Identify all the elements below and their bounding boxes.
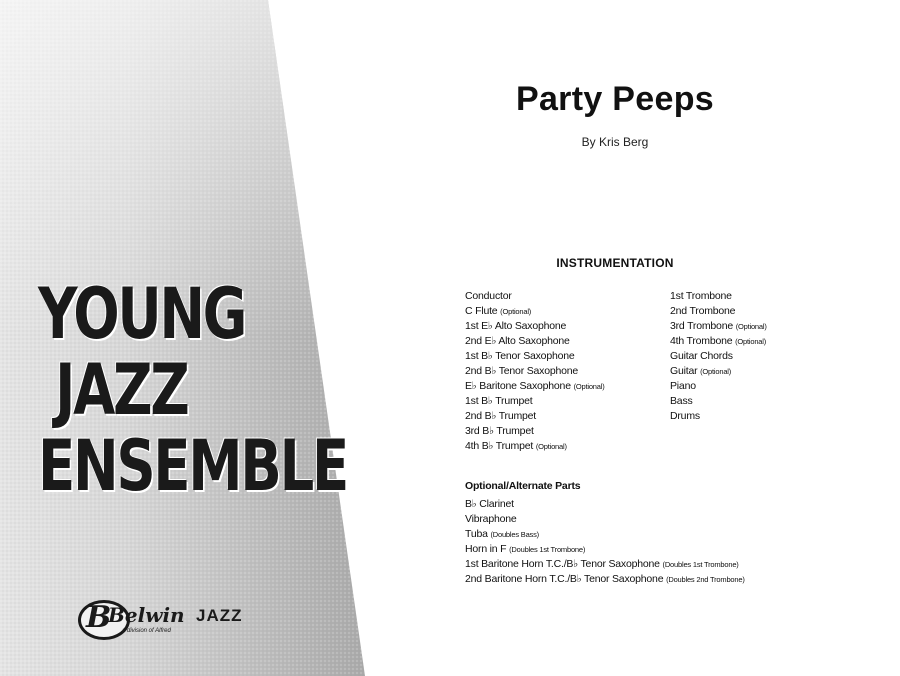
part-note: (Optional) bbox=[573, 382, 605, 391]
part-name: 2nd E♭ Alto Saxophone bbox=[465, 335, 570, 347]
part-note: (Optional) bbox=[535, 442, 567, 451]
part-name: Drums bbox=[670, 410, 700, 422]
series-title-line-1: YOUNG bbox=[38, 273, 246, 355]
part-item bbox=[670, 334, 767, 349]
part-name: 1st B♭ Trumpet bbox=[465, 395, 533, 407]
logo-initial: B bbox=[86, 600, 112, 635]
part-name: 3rd B♭ Trumpet bbox=[465, 425, 534, 437]
part-name: 4th Trombone bbox=[670, 335, 733, 347]
part-item bbox=[465, 572, 745, 587]
part-item bbox=[465, 379, 605, 394]
part-item bbox=[670, 379, 767, 394]
part-item bbox=[465, 304, 605, 319]
instrumentation-heading: INSTRUMENTATION bbox=[556, 256, 674, 270]
part-name: 2nd B♭ Tenor Saxophone bbox=[465, 365, 579, 377]
instrumentation-right-column bbox=[670, 289, 767, 424]
alternate-parts-heading: Optional/Alternate Parts bbox=[465, 480, 581, 492]
logo-tagline: a division of Alfred bbox=[122, 628, 171, 634]
part-item bbox=[465, 557, 745, 572]
part-name: Bass bbox=[670, 395, 693, 407]
part-name: B♭ Clarinet bbox=[465, 498, 514, 510]
part-name: Conductor bbox=[465, 290, 512, 302]
part-name: 1st Trombone bbox=[670, 290, 732, 302]
part-item bbox=[465, 409, 605, 424]
part-name: E♭ Baritone Saxophone bbox=[465, 380, 571, 392]
part-name: Piano bbox=[670, 380, 696, 392]
part-note: (Doubles Bass) bbox=[490, 530, 539, 539]
part-name: Horn in F bbox=[465, 543, 507, 555]
alternate-parts-list bbox=[465, 497, 745, 587]
part-name: 3rd Trombone bbox=[670, 320, 733, 332]
part-item bbox=[465, 319, 605, 334]
part-item bbox=[670, 319, 767, 334]
logo-wordmark: Belwin bbox=[108, 603, 185, 627]
part-name: Tuba bbox=[465, 528, 488, 540]
part-item bbox=[670, 304, 767, 319]
part-item bbox=[465, 334, 605, 349]
part-name: C Flute bbox=[465, 305, 498, 317]
series-title-line-2: JAZZ bbox=[55, 349, 188, 431]
part-note: (Optional) bbox=[735, 322, 767, 331]
part-item bbox=[670, 409, 767, 424]
logo-label: JAZZ bbox=[196, 606, 243, 625]
part-name: 2nd Baritone Horn T.C./B♭ Tenor Saxophone bbox=[465, 573, 664, 585]
part-name: 1st Baritone Horn T.C./B♭ Tenor Saxophone bbox=[465, 558, 660, 570]
part-name: 1st B♭ Tenor Saxophone bbox=[465, 350, 575, 362]
part-note: (Doubles 1st Trombone) bbox=[509, 545, 586, 554]
part-item bbox=[670, 364, 767, 379]
part-item bbox=[465, 394, 605, 409]
series-title bbox=[38, 273, 347, 507]
part-item bbox=[670, 289, 767, 304]
part-item bbox=[465, 542, 745, 557]
part-name: 2nd B♭ Trumpet bbox=[465, 410, 537, 422]
part-item bbox=[465, 289, 605, 304]
part-item bbox=[670, 394, 767, 409]
composer-credit: By Kris Berg bbox=[581, 135, 649, 149]
part-item bbox=[465, 349, 605, 364]
piece-title: Party Peeps bbox=[516, 80, 714, 118]
part-note: (Optional) bbox=[700, 367, 732, 376]
part-item bbox=[465, 424, 605, 439]
series-title-line-3: ENSEMBLE bbox=[38, 425, 347, 507]
part-name: 1st E♭ Alto Saxophone bbox=[465, 320, 567, 332]
part-name: Guitar bbox=[670, 365, 698, 377]
part-note: (Optional) bbox=[500, 307, 532, 316]
part-name: 2nd Trombone bbox=[670, 305, 736, 317]
part-item bbox=[465, 439, 605, 454]
part-name: Guitar Chords bbox=[670, 350, 733, 362]
part-item bbox=[465, 527, 745, 542]
part-name: Vibraphone bbox=[465, 513, 517, 525]
part-item bbox=[465, 497, 745, 512]
instrumentation-left-column bbox=[465, 289, 605, 454]
part-item bbox=[670, 349, 767, 364]
part-name: 4th B♭ Trumpet bbox=[465, 440, 534, 452]
part-note: (Optional) bbox=[735, 337, 767, 346]
publisher-logo bbox=[78, 600, 278, 640]
part-item bbox=[465, 512, 745, 527]
part-note: (Doubles 1st Trombone) bbox=[662, 560, 739, 569]
part-note: (Doubles 2nd Trombone) bbox=[666, 575, 745, 584]
part-item bbox=[465, 364, 605, 379]
